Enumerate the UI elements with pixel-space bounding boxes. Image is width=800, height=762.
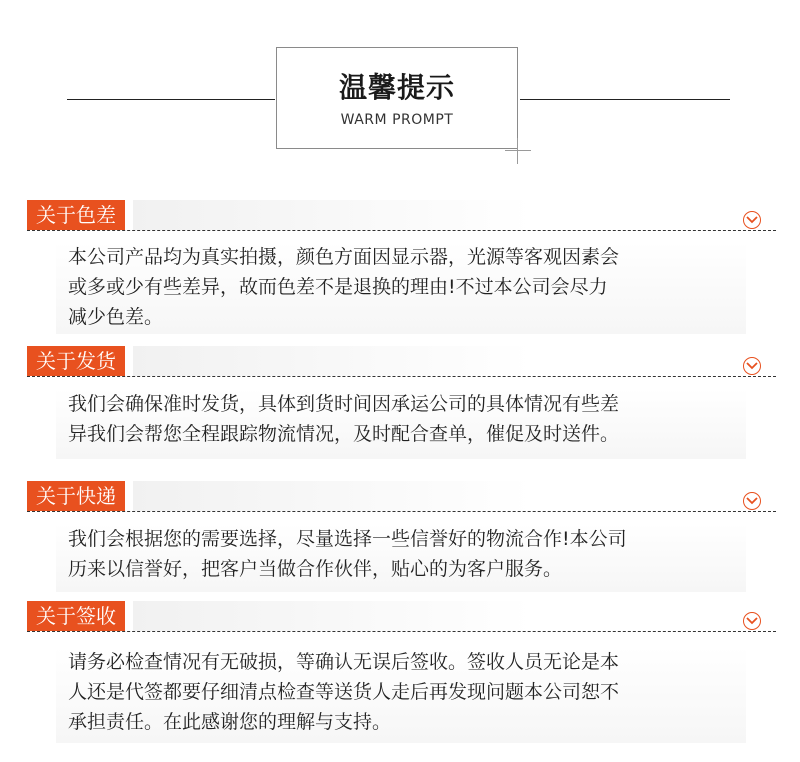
section-body <box>56 647 746 743</box>
header-divider-left <box>67 99 275 100</box>
header-title-box <box>276 47 518 149</box>
section-body <box>56 389 746 459</box>
tag-shade <box>133 200 533 230</box>
section-divider <box>27 376 776 377</box>
chevron-down-circle-icon[interactable] <box>743 612 761 630</box>
tag-shade <box>133 346 533 376</box>
body-line: 人还是代签都要仔细清点检查等送货人走后再发现问题本公司恕不 <box>68 681 620 703</box>
section-divider <box>27 511 776 512</box>
body-line: 异我们会帮您全程跟踪物流情况，及时配合查单，催促及时送件。 <box>68 423 620 445</box>
tag-shade <box>133 481 533 511</box>
tag-shade <box>133 601 533 631</box>
body-line: 我们会根据您的需要选择，尽量选择一些信誉好的物流合作!本公司 <box>68 528 627 550</box>
chevron-down-circle-icon[interactable] <box>743 492 761 510</box>
body-line: 我们会确保准时发货，具体到货时间因承运公司的具体情况有些差 <box>68 393 620 415</box>
page-subtitle: WARM PROMPT <box>340 112 454 128</box>
header-divider-right <box>520 99 730 100</box>
body-line: 本公司产品均为真实拍摄，颜色方面因显示器，光源等客观因素会 <box>68 246 620 268</box>
section-body <box>56 524 746 592</box>
chevron-down-circle-icon[interactable] <box>743 357 761 375</box>
section-body <box>56 242 746 334</box>
body-line: 请务必检查情况有无破损，等确认无误后签收。签收人员无论是本 <box>68 651 620 673</box>
section-tag: 关于快递 <box>27 481 125 511</box>
section-tag: 关于色差 <box>27 200 125 230</box>
page-title: 温馨提示 <box>338 71 455 104</box>
section-tag: 关于发货 <box>27 346 125 376</box>
section-divider <box>27 230 776 231</box>
plus-decoration-icon <box>505 138 531 164</box>
body-line: 减少色差。 <box>68 306 164 328</box>
body-line: 历来以信誉好，把客户当做合作伙伴，贴心的为客户服务。 <box>68 558 563 580</box>
body-line: 承担责任。在此感谢您的理解与支持。 <box>68 711 392 733</box>
section-tag: 关于签收 <box>27 601 125 631</box>
chevron-down-circle-icon[interactable] <box>743 211 761 229</box>
section-divider <box>27 631 776 632</box>
body-line: 或多或少有些差异，故而色差不是退换的理由!不过本公司会尽力 <box>68 276 608 298</box>
